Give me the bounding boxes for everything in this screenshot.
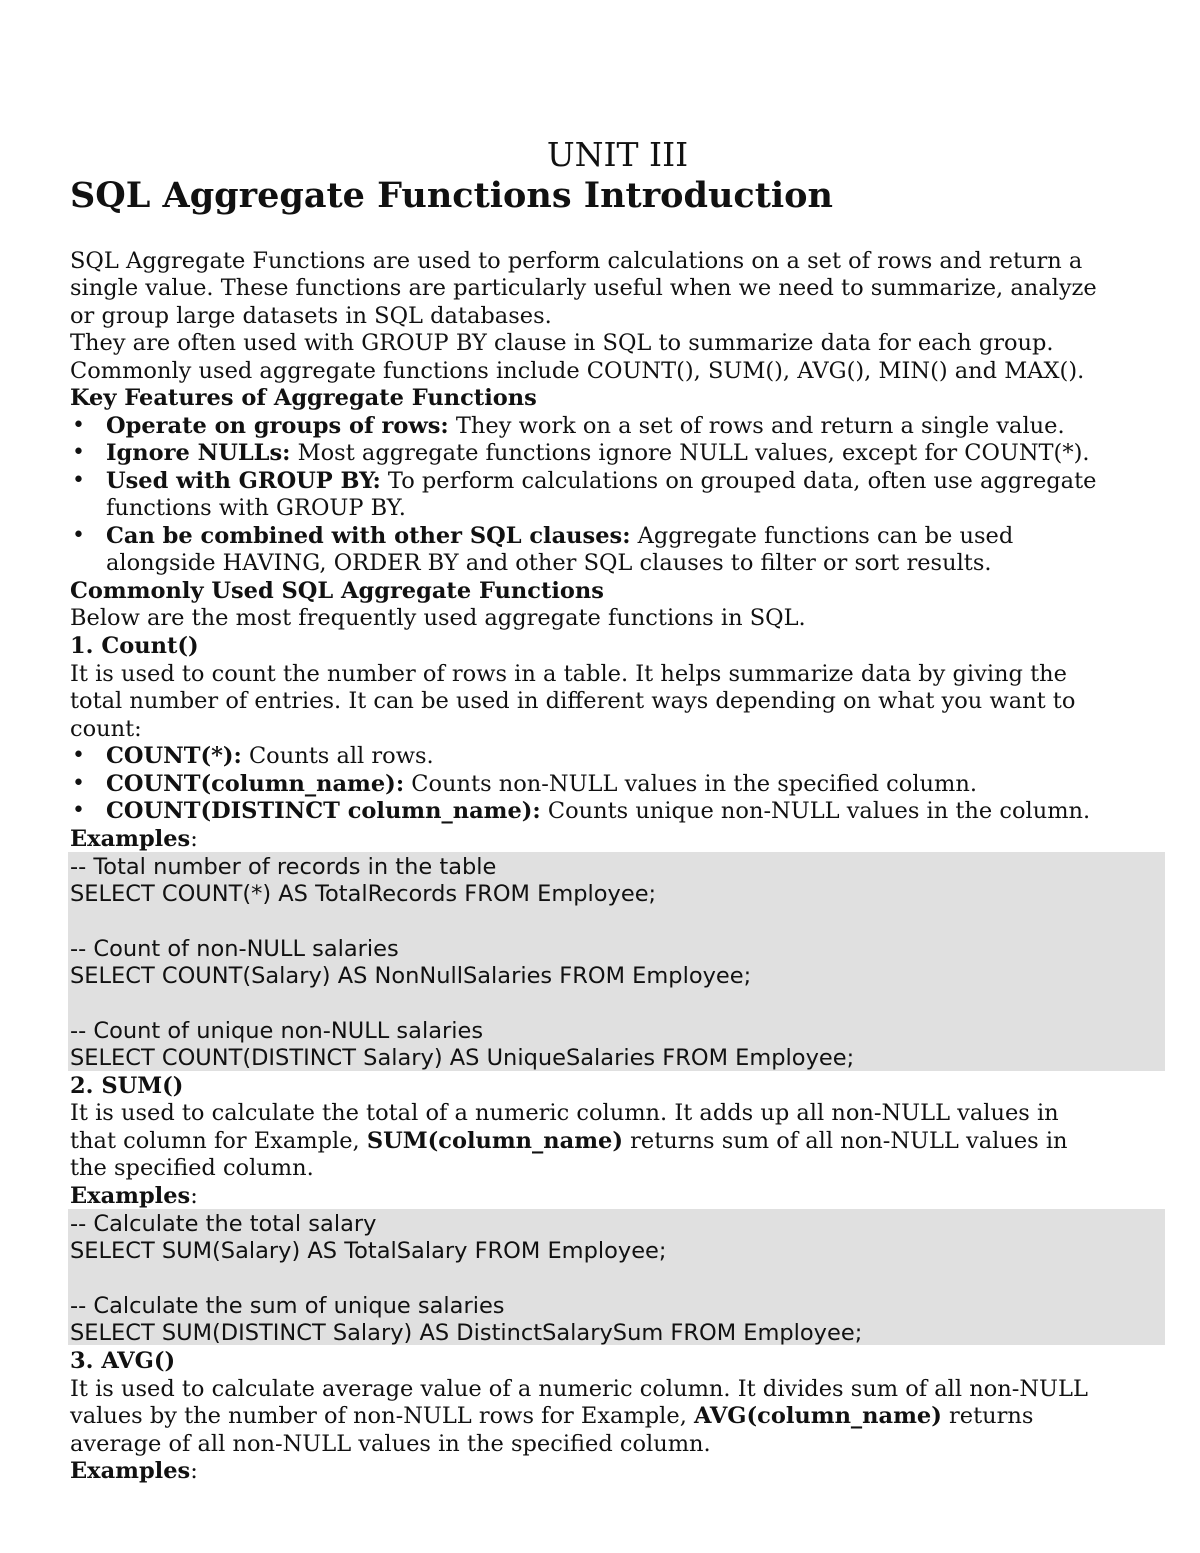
bullet-icon: • <box>72 413 85 438</box>
item-term: Can be combined with other SQL clauses: <box>106 523 631 549</box>
code-line: -- Count of unique non-NULL salaries <box>70 1018 484 1044</box>
code-line: SELECT SUM(Salary) AS TotalSalary FROM Employee; <box>70 1238 667 1264</box>
count-desc-line: total number of entries. It can be used in different ways depending on what you want to <box>70 688 1076 714</box>
examples-label: Examples: <box>70 1183 198 1209</box>
list-item-continuation: functions with GROUP BY. <box>106 495 406 521</box>
count-desc-line: It is used to count the number of rows in a table. It helps summarize data by giving the <box>70 661 1067 687</box>
item-text: Counts all rows. <box>241 743 434 769</box>
list-item <box>106 415 1065 438</box>
intro-line: They are often used with GROUP BY clause in SQL to summarize data for each group. <box>70 330 1054 356</box>
sum-heading: 2. SUM() <box>70 1073 184 1099</box>
bullet-icon: • <box>72 798 85 823</box>
bullet-icon: • <box>72 743 85 768</box>
bullet-icon: • <box>72 771 85 796</box>
item-text: To perform calculations on grouped data, often use aggregate <box>380 468 1097 494</box>
key-features-heading: Key Features of Aggregate Functions <box>70 385 537 411</box>
list-item <box>106 773 977 796</box>
item-text: Most aggregate functions ignore NULL values, except for COUNT(*). <box>290 440 1090 466</box>
list-item <box>106 442 1090 465</box>
item-term: COUNT(*): <box>106 743 242 769</box>
intro-line: SQL Aggregate Functions are used to perform calculations on a set of rows and return a <box>70 248 1083 274</box>
bullet-icon: • <box>72 523 85 548</box>
code-line: SELECT COUNT(DISTINCT Salary) AS UniqueSalaries FROM Employee; <box>70 1045 855 1071</box>
bullet-icon: • <box>72 468 85 493</box>
intro-line: Commonly used aggregate functions include COUNT(), SUM(), AVG(), MIN() and MAX(). <box>70 358 1085 384</box>
item-text: Aggregate functions can be used <box>630 523 1014 549</box>
item-term: COUNT(DISTINCT column_name): <box>106 798 541 824</box>
bullet-icon: • <box>72 440 85 465</box>
item-term: Used with GROUP BY: <box>106 468 381 494</box>
avg-desc-line: values by the number of non-NULL rows for Example, AVG(column_name) returns <box>70 1403 1034 1429</box>
code-line: -- Calculate the sum of unique salaries <box>70 1293 505 1319</box>
list-item <box>106 745 434 768</box>
examples-label: Examples: <box>70 1458 198 1484</box>
examples-label: Examples: <box>70 826 198 852</box>
code-line: -- Calculate the total salary <box>70 1211 377 1237</box>
item-term: COUNT(column_name): <box>106 771 405 797</box>
sum-desc-line: that column for Example, SUM(column_name) returns sum of all non-NULL values in <box>70 1128 1068 1154</box>
item-term: Ignore NULLs: <box>106 440 291 466</box>
item-text: Counts unique non-NULL values in the column. <box>540 798 1091 824</box>
avg-desc-line: average of all non-NULL values in the specified column. <box>70 1431 711 1457</box>
common-heading: Commonly Used SQL Aggregate Functions <box>70 578 604 604</box>
sum-desc-line: It is used to calculate the total of a numeric column. It adds up all non-NULL values in <box>70 1100 1059 1126</box>
unit-title: UNIT III <box>546 135 689 174</box>
code-line: SELECT COUNT(*) AS TotalRecords FROM Employee; <box>70 881 657 907</box>
avg-desc-line: It is used to calculate average value of a numeric column. It divides sum of all non-NULL <box>70 1376 1088 1402</box>
item-text: They work on a set of rows and return a single value. <box>448 413 1065 439</box>
code-line: -- Count of non-NULL salaries <box>70 936 399 962</box>
avg-heading: 3. AVG() <box>70 1348 176 1374</box>
code-line: SELECT SUM(DISTINCT Salary) AS DistinctSalarySum FROM Employee; <box>70 1320 863 1346</box>
code-line: SELECT COUNT(Salary) AS NonNullSalaries FROM Employee; <box>70 963 752 989</box>
list-item-continuation: alongside HAVING, ORDER BY and other SQL clauses to filter or sort results. <box>106 550 992 576</box>
sum-desc-line: the specified column. <box>70 1155 314 1181</box>
item-text: Counts non-NULL values in the specified column. <box>404 771 977 797</box>
page-title: SQL Aggregate Functions Introduction <box>70 175 833 216</box>
common-intro: Below are the most frequently used aggregate functions in SQL. <box>70 605 806 631</box>
count-heading: 1. Count() <box>70 633 199 659</box>
list-item <box>106 470 1096 493</box>
count-desc-line: count: <box>70 716 142 742</box>
intro-line: single value. These functions are particularly useful when we need to summarize, analyze <box>70 275 1097 301</box>
list-item <box>106 525 1013 548</box>
code-line: -- Total number of records in the table <box>70 854 497 880</box>
intro-line: or group large datasets in SQL databases. <box>70 303 552 329</box>
item-term: Operate on groups of rows: <box>106 413 449 439</box>
list-item <box>106 800 1090 823</box>
